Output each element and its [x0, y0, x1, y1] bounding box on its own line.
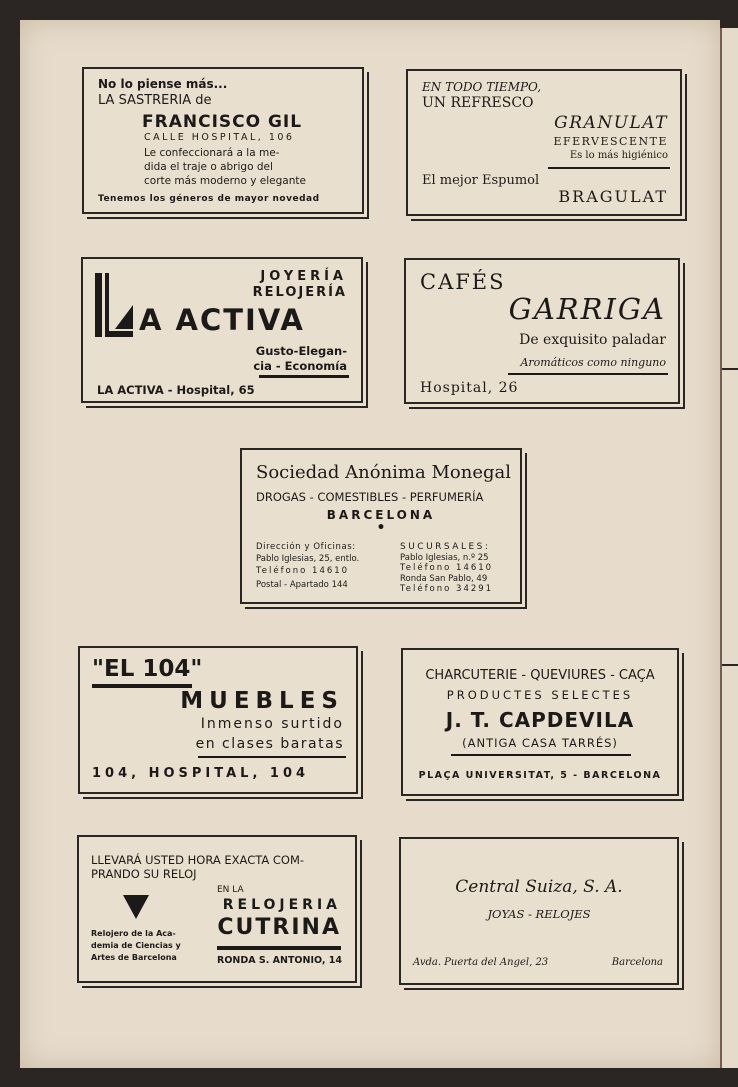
capdevila-line2: PRODUCTES SELECTES [446, 688, 634, 702]
monegal-title: Sociedad Anónima Monegal [256, 462, 511, 483]
monegal-city: BARCELONA [326, 508, 436, 522]
cutrina-side2: demia de Ciencias y [91, 941, 181, 950]
ad-relojeria-cutrina [77, 835, 357, 983]
capdevila-sub: (ANTIGA CASA TARRÉS) [462, 736, 618, 750]
muebles-brand-rule [92, 684, 192, 688]
monegal-sub: DROGAS - COMESTIBLES - PERFUMERÍA [256, 490, 484, 504]
garriga-line2: De exquisito paladar [519, 332, 666, 348]
gil-footer: Tenemos los géneros de mayor novedad [98, 194, 320, 204]
gil-line1: No lo piense más... [98, 77, 228, 91]
granulat-rule [548, 167, 670, 169]
muebles-line2: en clases baratas [195, 736, 344, 752]
suiza-sub: JOYAS - RELOJES [487, 907, 591, 921]
ad-cafes-garriga [404, 258, 680, 404]
muebles-footer: 104, HOSPITAL, 104 [92, 766, 310, 781]
granulat-tag: Es lo más higiénico [569, 150, 668, 161]
activa-motto2: cia - Economía [253, 359, 347, 373]
activa-address: LA ACTIVA - Hospital, 65 [97, 383, 255, 397]
garriga-rule [508, 373, 668, 375]
granulat-brand2: BRAGULAT [558, 187, 668, 206]
suiza-name: Central Suiza, S. A. [455, 877, 623, 897]
muebles-brand: "EL 104" [92, 656, 203, 682]
granulat-brand: GRANULAT [554, 113, 668, 133]
la-activa-logo: A ACTIVA [139, 303, 305, 337]
granulat-line2: UN REFRESCO [422, 95, 534, 111]
monegal-left2: Teléfono 14610 [256, 566, 350, 576]
activa-motto1: Gusto-Elegan- [255, 344, 347, 358]
muebles-rule [198, 756, 346, 758]
capdevila-rule [451, 754, 631, 756]
granulat-line1: EN TODO TIEMPO, [422, 80, 542, 94]
granulat-sub: EFERVESCENTE [553, 135, 668, 148]
capdevila-footer: PLAÇA UNIVERSITAT, 5 - BARCELONA [418, 770, 662, 781]
cutrina-line2: PRANDO SU RELOJ [91, 867, 197, 881]
gil-name: FRANCISCO GIL [142, 112, 303, 132]
monegal-left1: Pablo Iglesias, 25, entlo. [256, 554, 360, 564]
monegal-right2: Teléfono 14610 [400, 563, 494, 573]
garriga-line1: CAFÉS [420, 270, 506, 294]
gil-line2: LA SASTRERIA de [98, 93, 212, 108]
ad-granulat [406, 69, 682, 216]
facing-page-edge [720, 28, 738, 1068]
garriga-line3: Aromáticos como ninguno [520, 356, 666, 369]
gil-body2: dida el traje o abrigo del [144, 161, 273, 173]
suiza-address: Avda. Puerta del Angel, 23 [413, 957, 549, 968]
ad-central-suiza [399, 837, 679, 985]
cutrina-brand2: CUTRINA [217, 915, 341, 940]
triangle-down-icon [123, 895, 149, 919]
ad-el-104-muebles [78, 646, 358, 794]
garriga-address: Hospital, 26 [420, 380, 519, 396]
monegal-right4: Teléfono 34291 [400, 584, 494, 594]
monegal-right-head: SUCURSALES: [400, 542, 491, 552]
activa-rule [259, 375, 349, 378]
monegal-right3: Ronda San Pablo, 49 [400, 574, 488, 584]
capdevila-name: J. T. CAPDEVILA [445, 708, 635, 732]
edge-mark [722, 664, 738, 666]
garriga-brand: GARRIGA [508, 292, 666, 326]
ad-francisco-gil [82, 67, 364, 214]
monegal-left-head: Dirección y Oficinas: [256, 542, 356, 552]
cutrina-line1: LLEVARÁ USTED HORA EXACTA COM- [91, 853, 305, 867]
monegal-left3: Postal - Apartado 144 [256, 580, 348, 590]
gil-address: CALLE HOSPITAL, 106 [144, 132, 295, 143]
cutrina-rule [217, 946, 341, 950]
monegal-bullet: • [376, 520, 386, 536]
gil-body3: corte más moderno y elegante [144, 175, 306, 187]
muebles-line1: Inmenso surtido [200, 716, 344, 732]
activa-line2: RELOJERÍA [252, 285, 347, 300]
activa-line1: JOYERÍA [260, 269, 347, 284]
cutrina-address: RONDA S. ANTONIO, 14 [217, 955, 342, 966]
gil-body1: Le confeccionará a la me- [144, 147, 280, 159]
edge-mark [722, 368, 738, 370]
granulat-best: El mejor Espumol [422, 173, 540, 188]
capdevila-line1: CHARCUTERIE - QUEVIURES - CAÇA [425, 668, 655, 683]
advertisement-page [20, 20, 720, 1068]
ad-monegal [240, 448, 522, 604]
suiza-city: Barcelona [611, 957, 663, 968]
cutrina-line3: EN LA [217, 885, 244, 895]
muebles-title: MUEBLES [180, 688, 344, 714]
monegal-right1: Pablo Iglesias, n.º 25 [400, 553, 489, 563]
cutrina-side3: Artes de Barcelona [91, 953, 177, 962]
cutrina-side1: Relojero de la Aca- [91, 929, 176, 938]
ad-capdevila [401, 648, 679, 796]
ad-la-activa [81, 257, 363, 403]
la-activa-logo-icon [95, 273, 135, 337]
cutrina-brand1: RELOJERIA [222, 897, 341, 913]
